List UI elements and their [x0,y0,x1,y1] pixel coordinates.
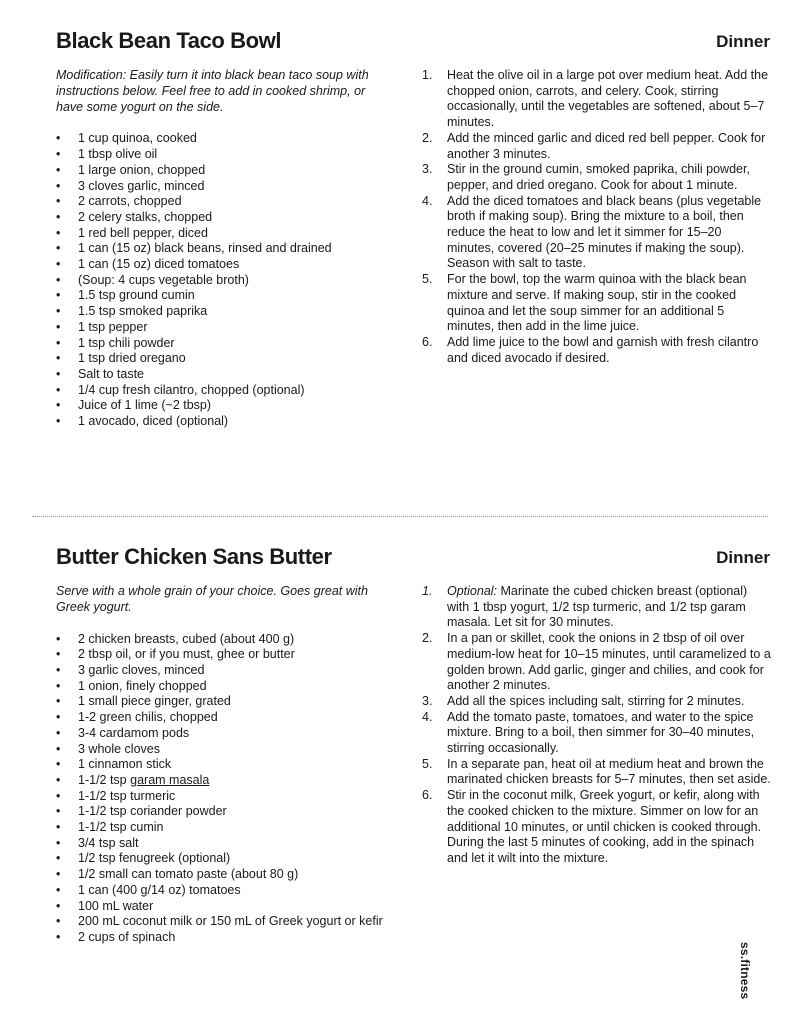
instruction-step [422,694,772,710]
step-text: Add the tomato paste, tomatoes, and water to the spice mixture. Bring to a boil, then simmer for 30–40 minutes, stirring occasionally. [447,709,755,756]
ingredient-item: • 3 whole cloves [56,742,391,758]
recipe-category: Dinner [716,548,770,567]
ingredient-item: • 1-2 green chilis, chopped [56,710,391,726]
ingredient-item: • 3 garlic cloves, minced [56,663,391,679]
ingredient-item: • 2 tbsp oil, or if you must, ghee or butter [56,647,391,663]
brand-label: ss.fitness [738,942,752,1000]
step-number: 6. [422,788,433,803]
instruction-step [422,631,772,694]
instruction-step [422,757,772,788]
instruction-step [422,584,772,631]
instruction-step [422,68,772,131]
ingredient-item: • 1/4 cup fresh cilantro, chopped (optional) [56,383,391,399]
ingredient-item: • 1 onion, finely chopped [56,679,391,695]
ingredient-item [56,773,391,789]
step-emphasis: Optional: [447,584,498,598]
step-text: Add all the spices including salt, stirring for 2 minutes. [447,693,745,708]
ingredient-item: • Salt to taste [56,367,391,383]
step-number: 3. [422,693,433,708]
ingredient-item: • 1 tsp dried oregano [56,351,391,367]
step-number: 4. [422,193,433,208]
recipe-note: Modification: Easily turn it into black bean taco soup with instructions below. Feel free to add in cooked shrimp, or have some yogurt on the side. [56,68,369,114]
step-number: 4. [422,709,433,724]
step-text: For the bowl, top the warm quinoa with the black bean mixture and serve. If making soup, stir in the cooked quinoa and let the soup simmer for an additional 5 minutes, then add in the lime juice. [447,272,747,334]
step-number: 5. [422,756,433,771]
step-number: 5. [422,272,433,287]
ingredient-item: • 1 tsp chili powder [56,336,391,352]
instructions-column [422,68,772,366]
ingredient-item: • 2 celery stalks, chopped [56,210,391,226]
step-number: 1. [422,68,433,82]
ingredient-text: 1-1/2 tsp [78,772,131,787]
dotted-divider [32,516,768,517]
step-number: 1. [422,584,433,598]
ingredient-item: • 1 small piece ginger, grated [56,694,391,710]
ingredient-item: • 1 can (400 g/14 oz) tomatoes [56,883,391,899]
ingredient-item: • 2 cups of spinach [56,930,391,946]
step-number: 6. [422,334,433,349]
ingredient-link-text: garam masala [130,772,210,787]
ingredient-item: • 1 can (15 oz) diced tomatoes [56,257,391,273]
step-number: 2. [422,130,433,145]
ingredient-item: • 1/2 tsp fenugreek (optional) [56,851,391,867]
ingredient-item: • 3 cloves garlic, minced [56,179,391,195]
ingredient-item: • 200 mL coconut milk or 150 mL of Greek yogurt or kefir [56,914,391,930]
step-text: Add lime juice to the bowl and garnish with fresh cilantro and diced avocado if desired. [447,334,759,365]
step-text: Heat the olive oil in a large pot over medium heat. Add the chopped onion, carrots, and celery. Cook, stirring occasionally, until the vegetables are softened, about 5–7 minutes. [447,68,769,130]
ingredients-column [56,68,391,430]
ingredient-item: • 1 red bell pepper, diced [56,226,391,242]
ingredients-column [56,584,391,946]
ingredient-item: • 1.5 tsp ground cumin [56,288,391,304]
ingredient-item: • (Soup: 4 cups vegetable broth) [56,273,391,289]
ingredient-item: • 1-1/2 tsp turmeric [56,789,391,805]
step-text: In a pan or skillet, cook the onions in 2 tbsp of oil over medium-low heat for 10–15 minutes, until caramelized to a golden brown. Add garlic, ginger and chilies, and cook for another 2 minutes. [447,631,771,693]
ingredient-item: • 2 chicken breasts, cubed (about 400 g) [56,632,391,648]
ingredient-item: • 1-1/2 tsp cumin [56,820,391,836]
ingredient-item: • 1 tbsp olive oil [56,147,391,163]
instructions-list [422,68,772,366]
step-number: 3. [422,162,433,177]
ingredient-item: • 1/2 small can tomato paste (about 80 g) [56,867,391,883]
step-text: Marinate the cubed chicken breast (optional) with 1 tbsp yogurt, 1/2 tsp turmeric, and 1/2 tsp garam masala. Let sit for 30 minutes. [447,584,748,630]
instruction-step [422,335,772,366]
ingredients-list [56,131,391,429]
ingredient-item: • 1 can (15 oz) black beans, rinsed and drained [56,241,391,257]
ingredient-item: • 1 avocado, diced (optional) [56,414,391,430]
ingredient-item: • 3/4 tsp salt [56,836,391,852]
instruction-step [422,710,772,757]
ingredient-item: • 1 large onion, chopped [56,163,391,179]
ingredient-item: • Juice of 1 lime (~2 tbsp) [56,398,391,414]
ingredients-list [56,632,391,946]
ingredient-item: • 1 tsp pepper [56,320,391,336]
recipe-title: Butter Chicken Sans Butter [56,544,332,569]
step-number: 2. [422,631,433,646]
ingredient-item: • 1 cinnamon stick [56,757,391,773]
ingredient-item: • 3-4 cardamom pods [56,726,391,742]
instruction-step [422,194,772,273]
ingredient-item: • 1.5 tsp smoked paprika [56,304,391,320]
instruction-step [422,788,772,867]
step-text: Stir in the coconut milk, Greek yogurt, or kefir, along with the cooked chicken to the mixture. Simmer on low for an additional 10 minutes, or until chicken is cooked through. During the last 5 minutes of cooking, add in the spinach and let it wilt into the mixture. [447,788,762,865]
ingredient-item: • 1 cup quinoa, cooked [56,131,391,147]
recipe-note: Serve with a whole grain of your choice. Goes great with Greek yogurt. [56,584,368,614]
step-text: In a separate pan, heat oil at medium heat and brown the marinated chicken breasts for 5–7 minutes, then set aside. [447,756,771,787]
ingredient-item: • 1-1/2 tsp coriander powder [56,804,391,820]
ingredient-item: • 100 mL water [56,899,391,915]
instruction-step [422,162,772,193]
recipe-category: Dinner [716,32,770,51]
instructions-list [422,584,772,867]
ingredient-item: • 2 carrots, chopped [56,194,391,210]
instruction-step [422,272,772,335]
step-text: Add the diced tomatoes and black beans (plus vegetable broth if making soup). Bring the mixture to a boil, then reduce the heat to low and let it simmer for 15–20 minutes, covered (20–25 minutes if making the soup). Season with salt to taste. [447,193,762,271]
step-text: Add the minced garlic and diced red bell pepper. Cook for another 3 minutes. [447,130,766,161]
step-text: Stir in the ground cumin, smoked paprika, chili powder, pepper, and dried oregano. Cook for about 1 minute. [447,162,750,192]
recipe-title: Black Bean Taco Bowl [56,28,282,53]
instructions-column [422,584,772,867]
instruction-step [422,131,772,162]
